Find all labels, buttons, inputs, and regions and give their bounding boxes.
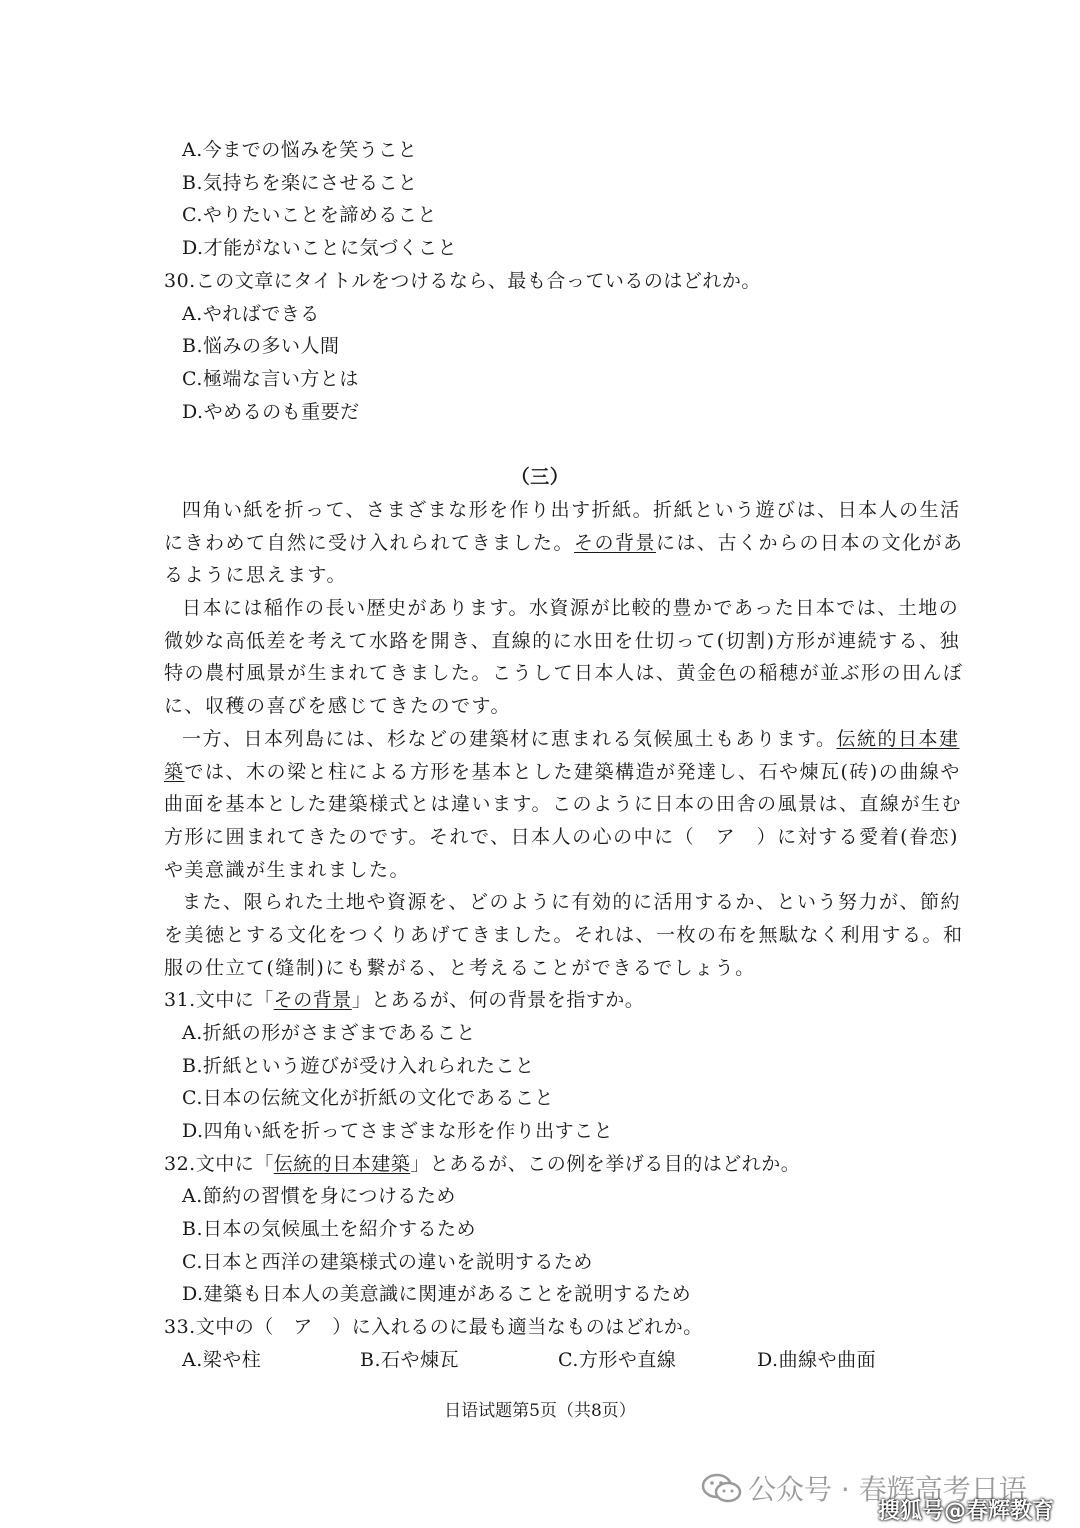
- passage-line: [182, 727, 960, 751]
- q31-question: [164, 988, 644, 1012]
- q29-option-b: B.気持ちを楽にさせること: [182, 172, 418, 194]
- watermark: [700, 1468, 1060, 1524]
- passage-line: を美徳とする文化をつくりあげてきました。それは、一枚の布を無駄なく利用する。和: [164, 924, 964, 946]
- passage-text: にきわめて自然に受け入れられてきました。: [164, 532, 575, 554]
- q32-option-a: A.節約の習慣を身につけるため: [182, 1185, 456, 1207]
- underlined-phrase: 築: [164, 761, 185, 783]
- q32-option-d: D.建築も日本人の美意識に関連があることを説明するため: [182, 1283, 692, 1305]
- q32-question: [164, 1152, 800, 1176]
- passage-line: 日本には稲作の長い歴史があります。水資源が比較的豊かであった日本では、土地の: [182, 597, 960, 619]
- question-text: 」とあるが、何の背景を指すか。: [351, 989, 645, 1011]
- underlined-phrase: 伝統的日本建: [836, 728, 960, 750]
- q30-option-b: B.悩みの多い人間: [182, 335, 340, 357]
- q32-option-c: C.日本と西洋の建築様式の違いを説明するため: [182, 1251, 593, 1273]
- q30-question: 30.この文章にタイトルをつけるなら、最も合っているのはどれか。: [164, 270, 761, 292]
- question-text: 31.文中に「: [164, 989, 274, 1011]
- passage-text: には、古くからの日本の文化があ: [656, 532, 964, 554]
- q32-option-b: B.日本の気候風土を紹介するため: [182, 1218, 477, 1240]
- q33-option-a: A.梁や柱: [182, 1349, 262, 1371]
- passage-line: [164, 531, 964, 555]
- passage-line: 曲面を基本とした建築様式とは違います。このように日本の田舎の風景は、直線が生む: [164, 793, 962, 815]
- q30-option-c: C.極端な言い方とは: [182, 368, 359, 390]
- q33-option-d: D.曲線や曲面: [757, 1349, 877, 1371]
- passage-line: に、収穫の喜びを感じてきたのです。: [164, 695, 511, 717]
- q29-option-a: A.今までの悩みを笑うこと: [182, 139, 418, 161]
- passage-line: また、限られた土地や資源を、どのように有効的に活用するか、という努力が、節約: [182, 891, 962, 913]
- passage-text: では、木の梁と柱による方形を基本とした建築構造が発達し、石や煉瓦(砖)の曲線や: [184, 761, 961, 783]
- wechat-icon: [700, 1472, 744, 1504]
- question-text: 32.文中に「: [164, 1153, 274, 1175]
- passage-line: 服の仕立て(缝制)にも繋がる、と考えることができるでしょう。: [164, 957, 756, 979]
- passage-line: 四角い紙を折って、さまざまな形を作り出す折紙。折紙という遊びは、日本人の生活: [182, 499, 961, 521]
- passage-text: 一方、日本列島には、杉などの建築材に恵まれる気候風土もあります。: [182, 728, 837, 750]
- watermark-wechat: 公众号 · 春辉高考日语: [748, 1473, 1027, 1506]
- q31-option-a: A.折紙の形がさまざまであること: [182, 1022, 476, 1044]
- q30-option-d: D.やめるのも重要だ: [182, 401, 360, 423]
- underlined-phrase: 伝統的日本建築: [273, 1153, 411, 1175]
- q33-option-b: B.石や煉瓦: [360, 1349, 460, 1371]
- watermark-sohu: 搜狐号@春辉教育: [878, 1499, 1055, 1524]
- passage-line: 方形に囲まれてきたのです。それで、日本人の心の中に（ ア ）に対する愛着(眷恋): [164, 826, 959, 848]
- passage-line: や美意識が生まれました。: [164, 859, 411, 881]
- q30-option-a: A.やればできる: [182, 303, 320, 325]
- underlined-phrase: その背景: [574, 532, 657, 554]
- q29-option-d: D.才能がないことに気づくこと: [182, 237, 458, 259]
- page-footer: 日语试题第5页（共8页）: [444, 1401, 636, 1421]
- q31-option-b: B.折紙という遊びが受け入れられたこと: [182, 1055, 535, 1077]
- passage-line: 特の農村風景が生まれてきました。こうして日本人は、黄金色の稲穂が並ぶ形の田んぼ: [164, 662, 964, 684]
- passage-line: 微妙な高低差を考えて水路を開き、直線的に水田を仕切って(切割)方形が連続する、独: [164, 630, 961, 652]
- q33-question: 33.文中の（ ア ）に入れるのに最も適当なものはどれか。: [164, 1316, 703, 1338]
- passage-line: るように思えます。: [164, 564, 347, 586]
- section-heading: （三）: [510, 466, 570, 488]
- q33-option-c: C.方形や直線: [558, 1349, 677, 1371]
- underlined-phrase: その背景: [273, 989, 352, 1011]
- q29-option-c: C.やりたいことを諦めること: [182, 204, 437, 226]
- q31-option-d: D.四角い紙を折ってさまざまな形を作り出すこと: [182, 1120, 614, 1142]
- passage-line: [164, 760, 961, 784]
- q31-option-c: C.日本の伝統文化が折紙の文化であること: [182, 1087, 554, 1109]
- question-text: 」とあるが、この例を挙げる目的はどれか。: [410, 1153, 801, 1175]
